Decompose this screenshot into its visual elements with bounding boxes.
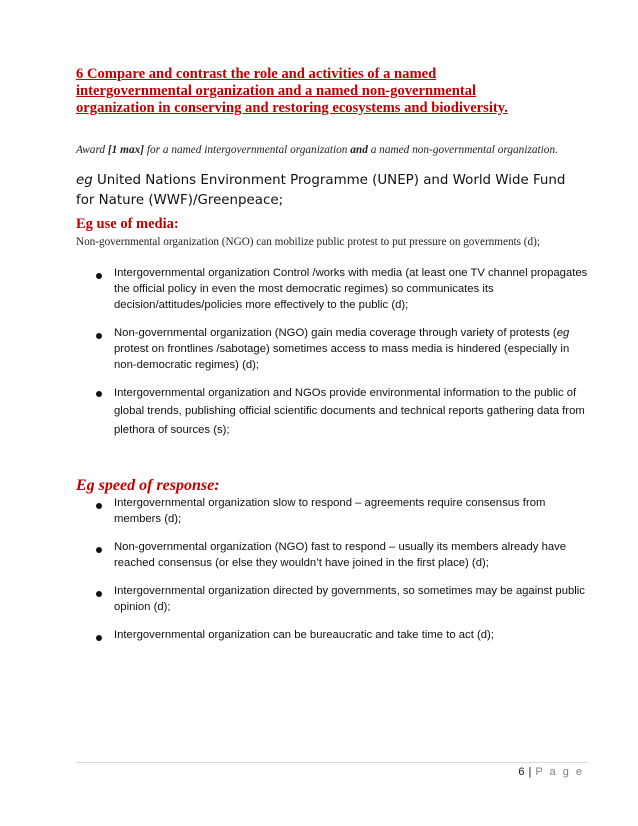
bullet-icon xyxy=(96,391,102,397)
speed-item-4: Intergovernmental organization can be bureaucratic and take time to act (d); xyxy=(114,629,494,641)
award-prefix: Award xyxy=(76,144,108,156)
bullet-icon xyxy=(96,591,102,597)
page-label: P a g e xyxy=(535,766,584,778)
bullet-icon xyxy=(96,503,102,509)
bullet-icon xyxy=(96,547,102,553)
bullet-icon xyxy=(96,273,102,279)
award-and: and xyxy=(350,144,368,156)
media-item-2 xyxy=(114,326,590,373)
question-title-line-2: intergovernmental organization and a named non-governmental xyxy=(76,83,477,99)
media-item-1: Intergovernmental organization Control /works with media (at least one TV channel propagates the official policy in even the most democratic regimes) so communicates its decision/attitudes/policies more effectively to the public (d); xyxy=(114,267,588,311)
bullet-icon xyxy=(96,635,102,641)
award-suffix: a named non-governmental organization. xyxy=(367,144,558,156)
question-title-line-1: 6 Compare and contrast the role and activities of a named xyxy=(76,66,437,82)
footer-divider xyxy=(76,762,588,763)
media-item-3: Intergovernmental organization and NGOs provide environmental information to the public of global trends, publishing official scientific documents and technical reports gathering data from plethora of sources (s); xyxy=(114,387,585,436)
award-note xyxy=(76,143,566,158)
question-title xyxy=(76,66,566,117)
question-title-line-3: organization in conserving and restoring ecosystems and biodiversity. xyxy=(76,100,508,116)
example-text: United Nations Environment Programme (UNEP) and World Wide Fund for Nature (WWF)/Greenpeace; xyxy=(76,173,566,208)
footer-separator: | xyxy=(528,766,532,778)
media-intro: Non-governmental organization (NGO) can mobilize public protest to put pressure on governments (d); xyxy=(76,236,540,248)
media-item-2-before: Non-governmental organization (NGO) gain media coverage through variety of protests ( xyxy=(114,327,557,339)
media-item-2-after: protest on frontlines /sabotage) sometimes access to mass media is hindered (especially in non-democratic regimes) (d); xyxy=(114,342,570,371)
media-heading: Eg use of media: xyxy=(76,216,179,232)
example-organizations xyxy=(76,171,566,210)
award-max: [1 max] xyxy=(107,144,145,156)
speed-heading: Eg speed of response: xyxy=(76,477,220,494)
award-middle: for a named intergovernmental organization xyxy=(144,144,351,156)
page-number: 6 xyxy=(518,766,525,778)
example-eg: eg xyxy=(76,173,93,188)
speed-item-3: Intergovernmental organization directed by governments, so sometimes may be against public opinion (d); xyxy=(114,585,585,613)
page-footer xyxy=(518,766,584,778)
bullet-icon xyxy=(96,333,102,339)
speed-item-2: Non-governmental organization (NGO) fast to respond – usually its members already have reached consensus (or else they wouldn’t have joined in the first place) (d); xyxy=(114,541,567,569)
speed-item-1: Intergovernmental organization slow to respond – agreements require consensus from members (d); xyxy=(114,497,546,525)
media-item-2-eg: eg xyxy=(556,327,570,339)
